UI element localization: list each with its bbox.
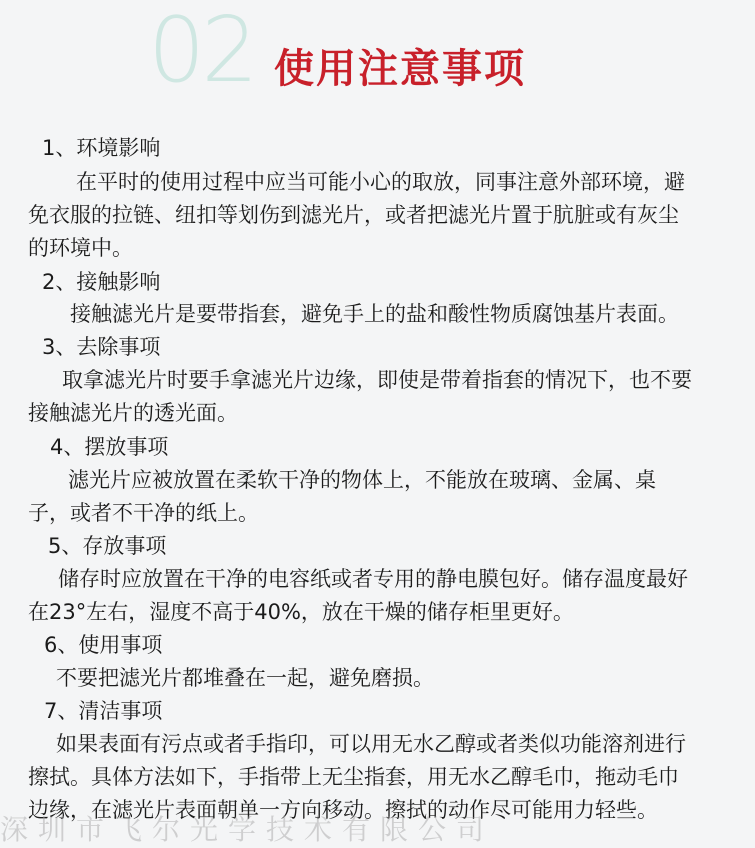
section-7-line-2: 擦拭。具体方法如下，手指带上无尘指套，用无水乙醇毛巾，拖动毛巾 [28, 765, 679, 789]
section-heading-7: 7、清洁事项 [44, 699, 163, 723]
section-1-line-3: 的环境中。 [28, 236, 133, 260]
company-watermark: 深圳市飞尔光学技术有限公司 [0, 813, 495, 846]
section-heading-6: 6、使用事项 [44, 633, 163, 657]
section-2-line-1: 接触滤光片是要带指套，避免手上的盐和酸性物质腐蚀基片表面。 [70, 302, 679, 326]
section-heading-5: 5、存放事项 [48, 534, 167, 558]
section-3-line-1: 取拿滤光片时要手拿滤光片边缘，即使是带着指套的情况下，也不要 [62, 368, 692, 392]
section-1-line-2: 免衣服的拉链、纽扣等划伤到滤光片，或者把滤光片置于肮脏或有灰尘 [28, 203, 679, 227]
section-4-line-2: 子，或者不干净的纸上。 [28, 501, 259, 525]
section-5-line-2: 在23°左右，湿度不高于40%，放在干燥的储存柜里更好。 [28, 600, 574, 624]
section-7-line-1: 如果表面有污点或者手指印，可以用无水乙醇或者类似功能溶剂进行 [56, 732, 686, 756]
section-6-line-1: 不要把滤光片都堆叠在一起，避免磨损。 [56, 666, 434, 690]
section-7-line-3: 边缘，在滤光片表面朝单一方向移动。擦拭的动作尽可能用力轻些。 [28, 798, 658, 822]
section-number: 02 [148, 0, 255, 103]
section-heading-3: 3、去除事项 [42, 335, 161, 359]
section-heading-4: 4、摆放事项 [50, 435, 169, 459]
section-5-line-1: 储存时应放置在干净的电容纸或者专用的静电膜包好。储存温度最好 [58, 567, 688, 591]
page-title: 使用注意事项 [274, 46, 526, 92]
section-heading-2: 2、接触影响 [42, 270, 161, 294]
section-heading-1: 1、环境影响 [42, 136, 161, 160]
section-4-line-1: 滤光片应被放置在柔软干净的物体上，不能放在玻璃、金属、桌 [68, 468, 656, 492]
section-3-line-2: 接触滤光片的透光面。 [28, 401, 238, 425]
header [0, 0, 755, 110]
section-1-line-1: 在平时的使用过程中应当可能小心的取放，同事注意外部环境，避 [76, 170, 685, 194]
